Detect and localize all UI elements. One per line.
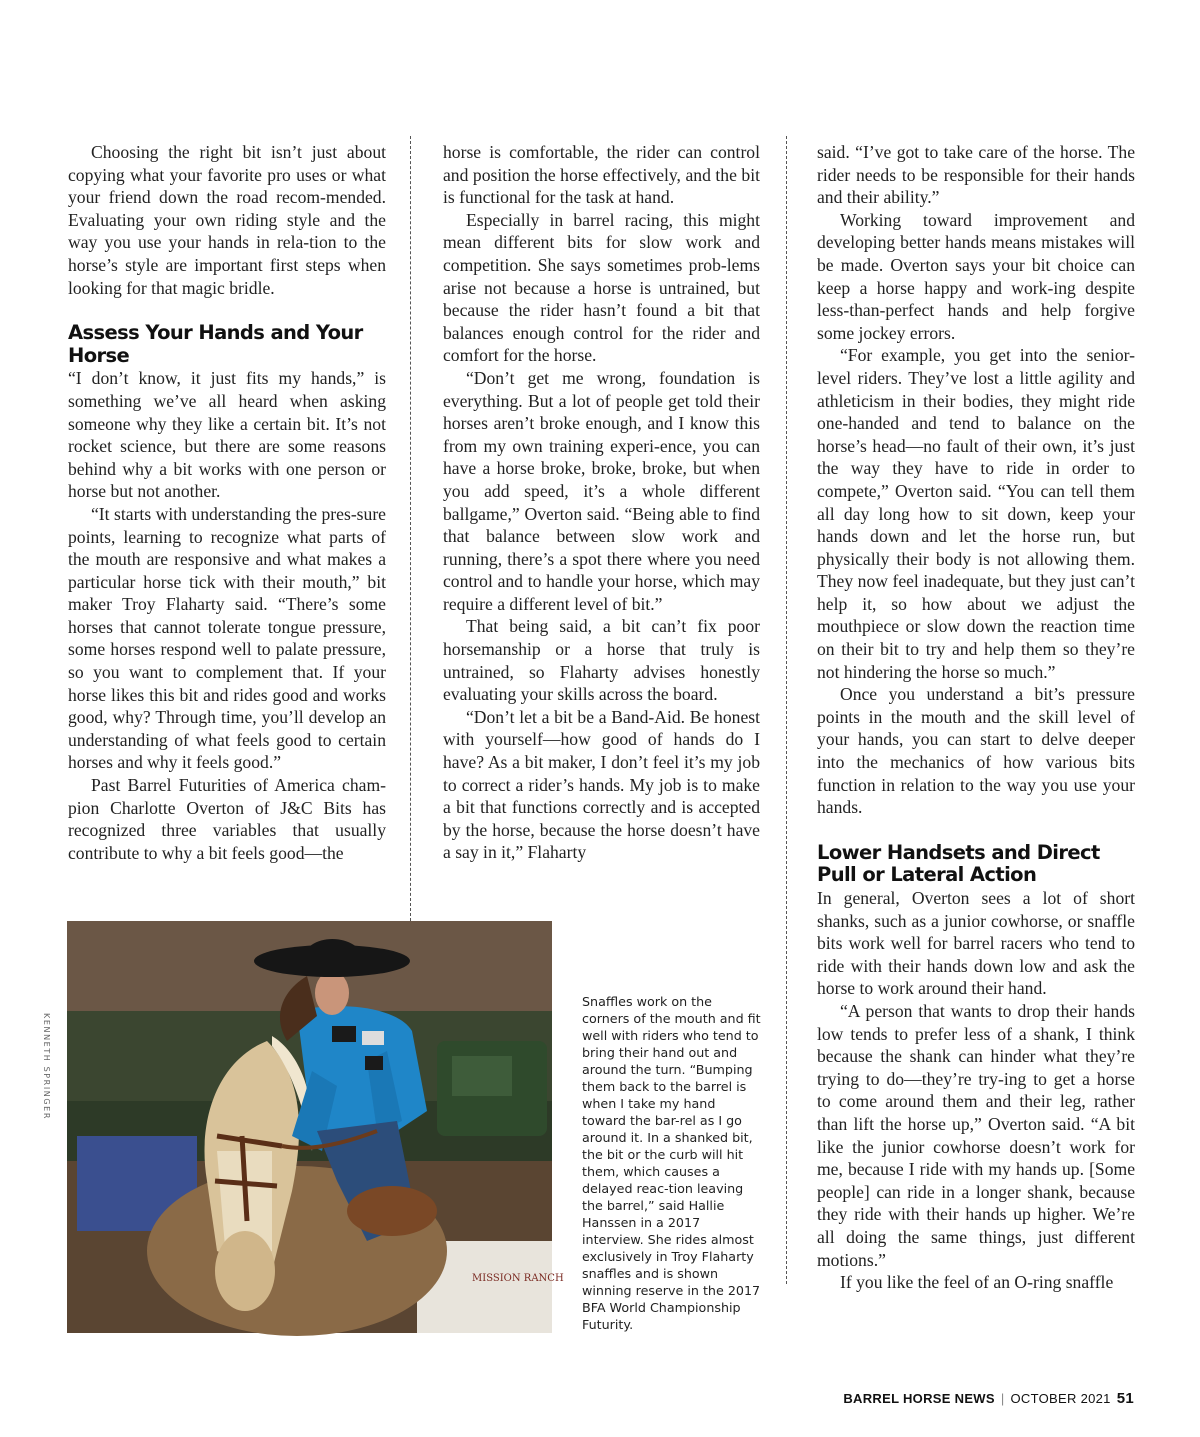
photo-caption: Snaffles work on the corners of the mouth and fit well with riders who tend to bring their hand out and around the turn. “Bumping them back to the barrel is when I take my hand toward the bar-rel as I go around it. In a shanked bit, the bit or the curb will hit them, which causes a delayed reac-tion leaving the barrel,” said Hallie Hanssen in a 2017 interview. She rides almost exclusively in Troy Flaharty snaffles and is shown winning reserve in the 2017 BFA World Championship Futurity. <box>582 994 761 1332</box>
publication-name: BARREL HORSE NEWS <box>843 1391 995 1406</box>
page-footer <box>843 1390 1134 1407</box>
section-heading: Lower Handsets and Direct Pull or Lateral Action <box>817 840 1100 887</box>
paragraph: horse is comfortable, the rider can control and position the horse effectively, and the bit is functional for the task at hand. <box>443 142 760 208</box>
paragraph: “A person that wants to drop their hands low tends to prefer less of a shank, I think because the shank can hinder what they’re trying to do—they’re try-ing to get a horse to come around them and their leg, rather than lift the horse up,” Overton said. “A bit like the junior cowhorse doesn’t work for me, because I ride with my hands up. [Some people] can ride in a longer shank, because they ride with their hands up higher. We’re all doing the same things, just different motions.” <box>817 1000 1135 1270</box>
paragraph: Working toward improvement and developing better hands means mistakes will be made. Overton says your bit choice can keep a horse happy and work-ing despite less-than-perfect hands and help forgive some jockey errors. <box>817 209 1135 343</box>
paragraph: said. “I’ve got to take care of the horse. The rider needs to be responsible for their hands and their ability.” <box>817 142 1135 208</box>
article-column-3 <box>817 141 1135 1294</box>
banner-text: MISSION RANCH <box>472 1273 564 1284</box>
article-column-2 <box>443 141 760 864</box>
paragraph: In general, Overton sees a lot of short shanks, such as a junior cowhorse, or snaffle bits work well for barrel racers who tend to ride with their hands down low and ask the horse to work around their hand. <box>817 888 1135 999</box>
paragraph: That being said, a bit can’t fix poor horsemanship or a horse that truly is untrained, so Flaharty advises honestly evaluating your skills across the board. <box>443 616 760 705</box>
column-divider <box>410 136 411 921</box>
section-heading: Assess Your Hands and Your Horse <box>68 321 363 367</box>
paragraph: “Don’t let a bit be a Band-Aid. Be honest with yourself—how good of hands do I have? As a bit maker, I don’t feel it’s my job to correct a rider’s hands. My job is to make a bit that functions correctly and is accepted by the horse, because the horse doesn’t have a say in it,” Flaharty <box>443 706 760 863</box>
article-column-1 <box>68 141 386 864</box>
footer-separator: | <box>1000 1391 1005 1406</box>
paragraph: “I don’t know, it just fits my hands,” is something we’ve all heard when asking someone why they like a certain bit. It’s not rocket science, but there are some reasons behind why a bit works with one person or horse but not another. <box>68 368 386 502</box>
paragraph: “It starts with understanding the pres-sure points, learning to recognize what parts of the mouth are responsive and what makes a particular horse tick with their mouth,” bit maker Troy Flaharty said. “There’s some horses that cannot tolerate tongue pressure, some horses respond well to palate pressure, so you want to complement that. If your horse likes this bit and rides good and works good, why? Through time, you’ll develop an understanding of what feels good to certain horses and why it feels good.” <box>68 503 386 773</box>
paragraph: Once you understand a bit’s pressure points in the mouth and the skill level of your hands, you can start to delve deeper into the mechanics of how various bits function in relation to the way you use your hands. <box>817 684 1135 818</box>
issue-date: OCTOBER 2021 <box>1010 1391 1111 1406</box>
paragraph: Choosing the right bit isn’t just about copying what your favorite pro uses or what your friend down the road recom-mended. Evaluating your own riding style and the way you use your hands in rela-tion to the horse’s style are important first steps when looking for that magic bridle. <box>68 142 386 298</box>
barrel-racing-photo <box>67 921 564 1333</box>
page-number: 51 <box>1116 1390 1134 1407</box>
paragraph: Past Barrel Futurities of America cham-pion Charlotte Overton of J&C Bits has recognized three variables that usually contribute to why a bit feels good—the <box>68 775 386 863</box>
photo-credit: KENNETH SPRINGER <box>42 1013 51 1120</box>
paragraph: “For example, you get into the senior-level riders. They’ve lost a little agility and athleticism in their bodies, they might ride one-handed and tend to balance on the horse’s head—no fault of their own, it’s just the way they have to ride in order to compete,” Overton said. “You can tell them all day long how to sit down, keep your hands down and let the horse run, but physically their body is not allowing them. They now feel inadequate, but they just can’t help it, so how about we adjust the mouthpiece or slow down the reaction time on their bit to try and help them so they’re not hindering the horse so much.” <box>817 345 1135 682</box>
paragraph: “Don’t get me wrong, foundation is everything. But a lot of people get told their horses aren’t broke enough, and I know this from my own training experi-ence, you can have a horse broke, broke, broke, but when you add speed, it’s a whole different ballgame,” Overton said. “Being able to find that balance between slow work and running, there’s a spot there where you need control and to handle your horse, which may require a different level of bit.” <box>443 367 760 614</box>
paragraph: If you like the feel of an O-ring snaffle <box>840 1272 1114 1293</box>
column-divider <box>786 136 787 1284</box>
paragraph: Especially in barrel racing, this might mean different bits for slow work and competition. She says sometimes prob-lems arise not because a horse is untrained, but because the rider hasn’t found a bit that balances enough control for the rider and comfort for the horse. <box>443 209 760 366</box>
